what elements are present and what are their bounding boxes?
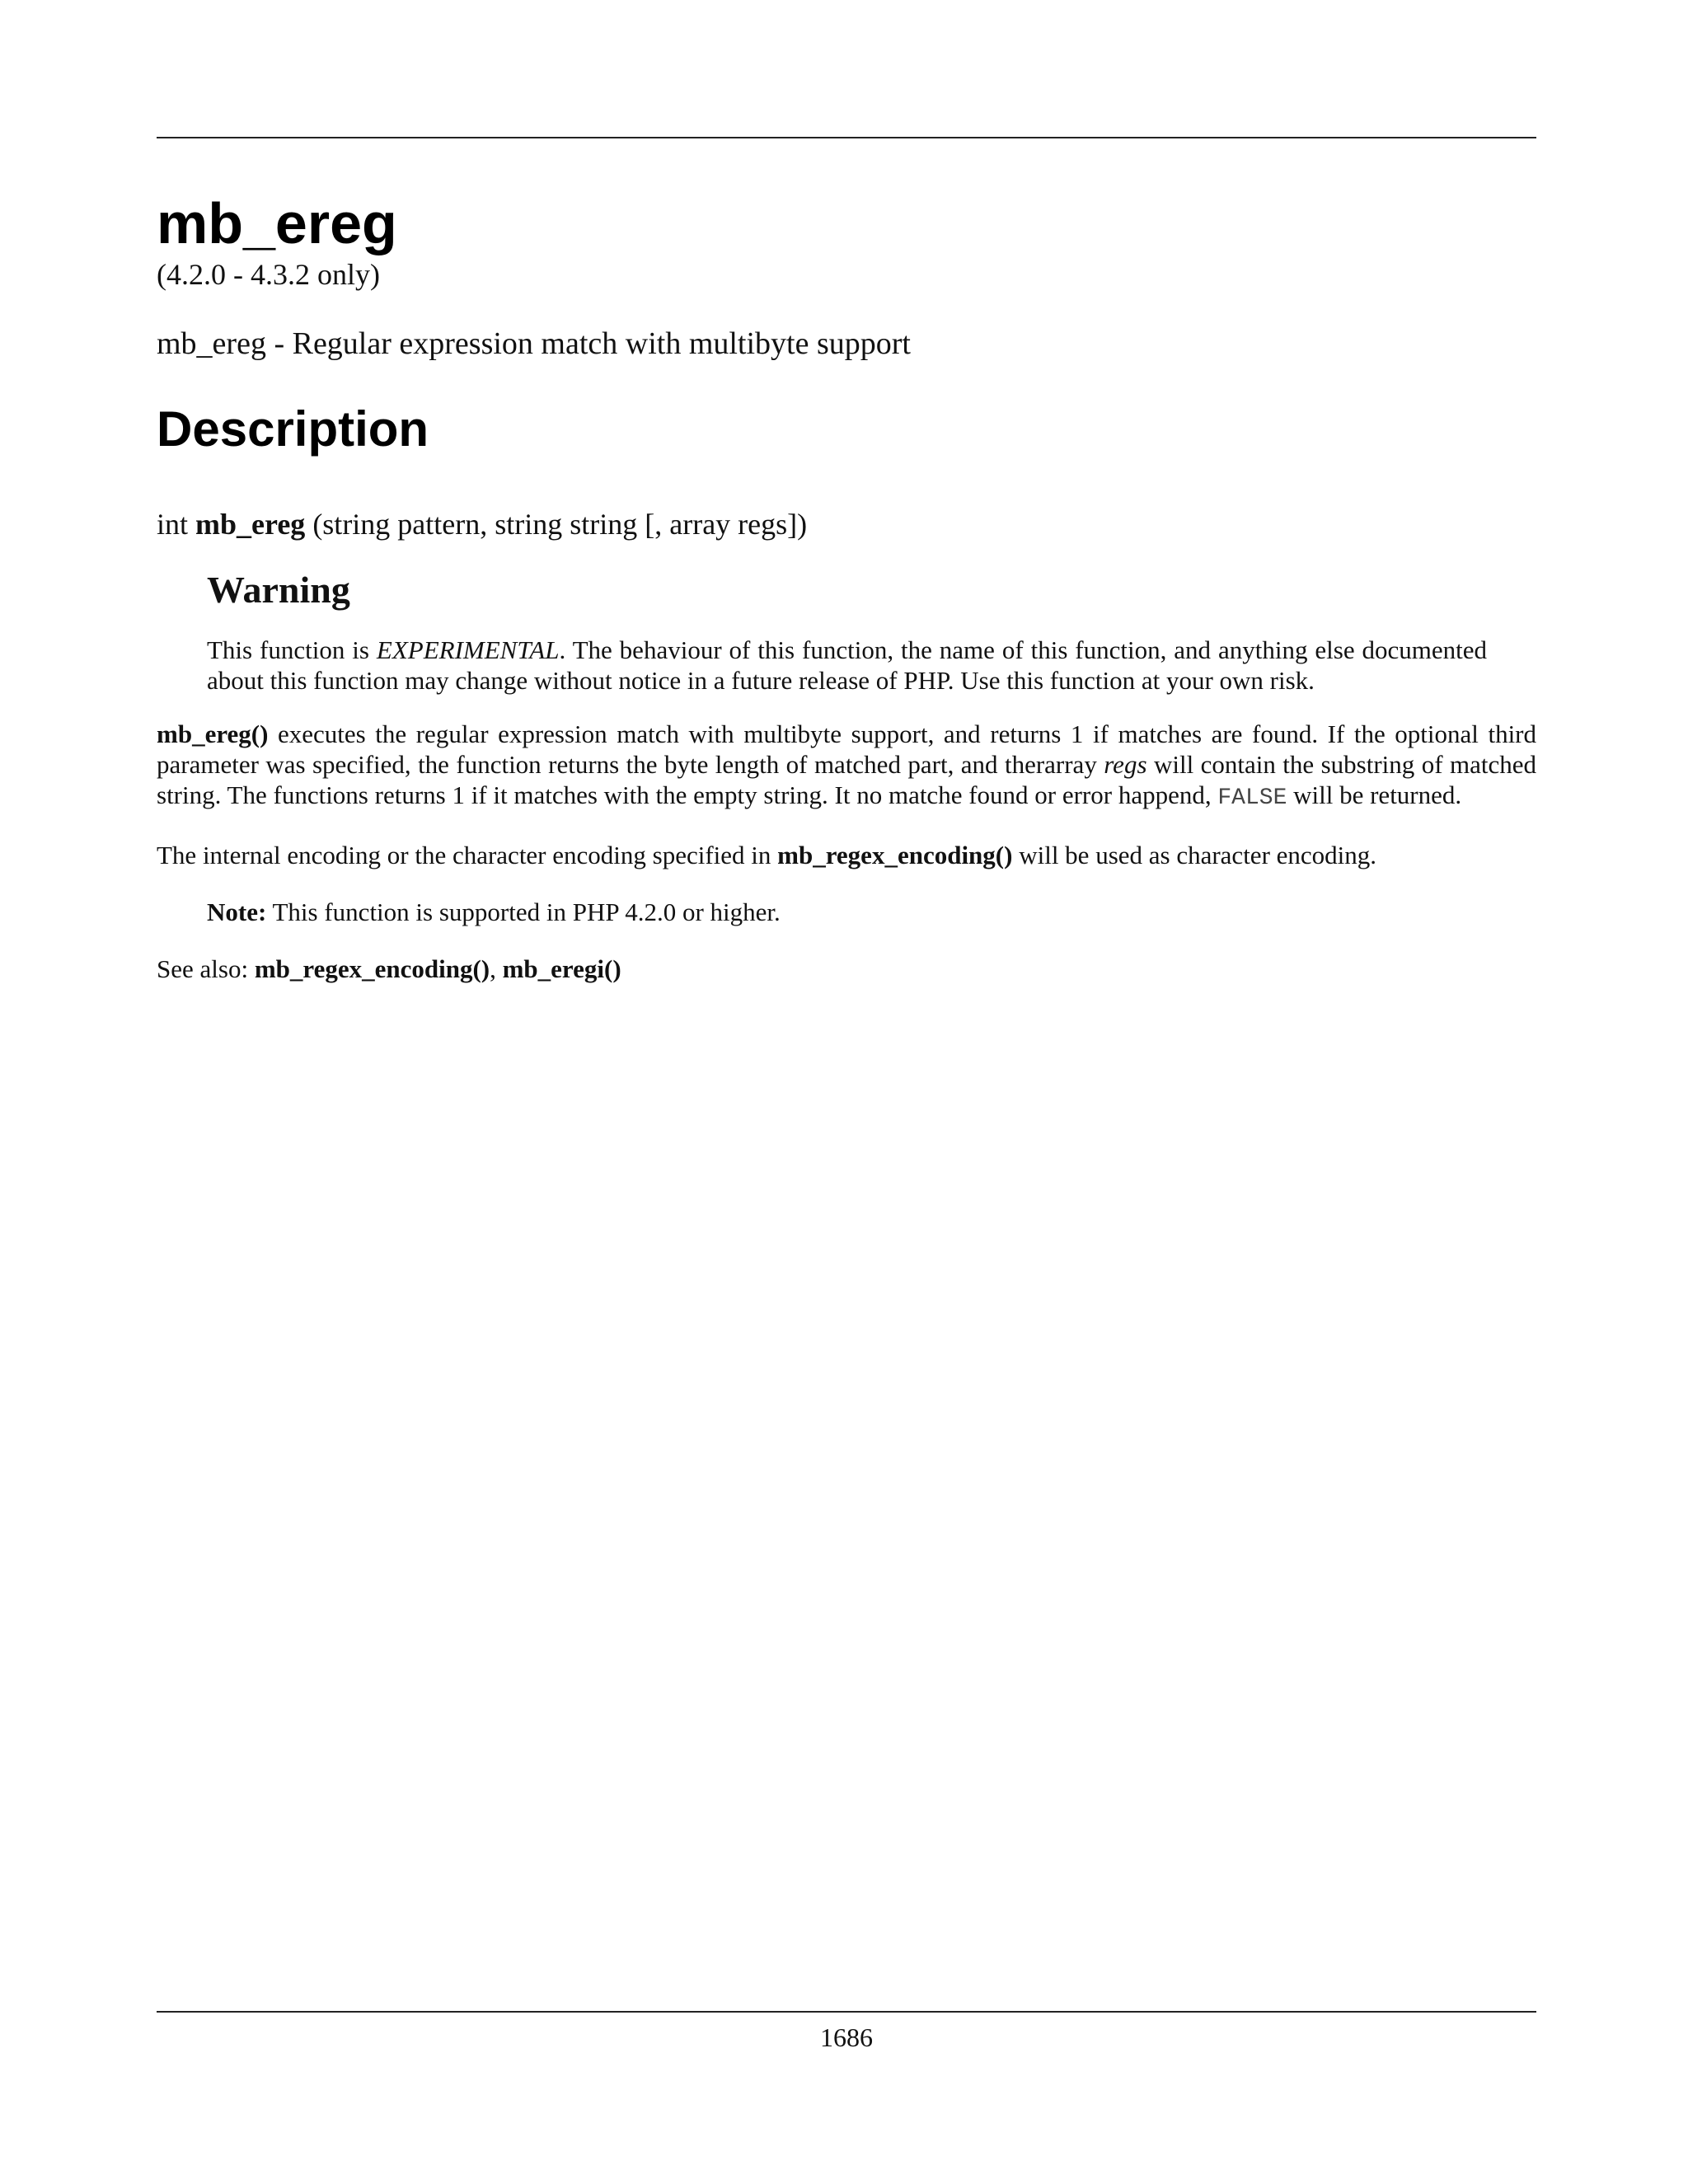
warning-heading: Warning: [207, 569, 350, 611]
warning-text-after: . The behaviour of this function, the name of this function, and anything else documented about this function may change without notice in a future release of PHP. Use this function at your own risk.: [207, 635, 1488, 695]
description-paragraph: [157, 719, 1536, 813]
paragraph-text-3: will be returned.: [1293, 780, 1462, 809]
paragraph-text-1: executes the regular expression match with multibyte support, and returns 1 if matches are found. If the optional third parameter was specified, the function returns the byte length of matched part, and therarray: [157, 719, 1537, 779]
experimental-emphasis: EXPERIMENTAL: [376, 635, 560, 664]
note-label: Note:: [207, 898, 267, 926]
encoding-text-1: The internal encoding or the character encoding specified in: [157, 841, 771, 869]
warning-box: [207, 567, 1487, 696]
regex-encoding-reference: mb_regex_encoding(): [777, 841, 1013, 869]
paragraph-text-2: will contain the substring of matched string. The functions returns 1 if it matches with the empty string. It no matche found or error happend,: [157, 750, 1536, 809]
synopsis-function-name: mb_ereg: [195, 508, 306, 541]
footer-rule: [157, 2011, 1536, 2013]
see-also-link-mb-eregi[interactable]: mb_eregi(): [502, 954, 621, 983]
return-type: int: [157, 508, 189, 541]
warning-text: [207, 635, 1487, 696]
note: [207, 897, 1536, 927]
see-also-link-mb-regex-encoding[interactable]: mb_regex_encoding(): [254, 954, 490, 983]
function-synopsis: [157, 506, 1536, 542]
see-also: [157, 954, 1536, 984]
encoding-paragraph: [157, 840, 1536, 870]
version-info: (4.2.0 - 4.3.2 only): [157, 258, 380, 291]
document-content: [157, 191, 1536, 984]
function-reference: mb_ereg(): [157, 719, 269, 748]
note-text: This function is supported in PHP 4.2.0 or higher.: [272, 898, 781, 926]
see-also-separator: ,: [490, 954, 496, 983]
page-number: 1686: [820, 2022, 873, 2052]
description-heading: Description: [157, 401, 429, 457]
ref-purpose: mb_ereg - Regular expression match with multibyte support: [157, 326, 911, 361]
header-rule: [157, 137, 1536, 138]
warning-text-before: This function is: [207, 635, 369, 664]
encoding-text-2: will be used as character encoding.: [1019, 841, 1377, 869]
see-also-label: See also:: [157, 954, 249, 983]
synopsis-params: (string pattern, string string [, array regs]): [312, 508, 808, 541]
page-title: mb_ereg: [157, 191, 397, 255]
regs-parameter: regs: [1104, 750, 1147, 779]
false-constant: FALSE: [1217, 785, 1287, 811]
